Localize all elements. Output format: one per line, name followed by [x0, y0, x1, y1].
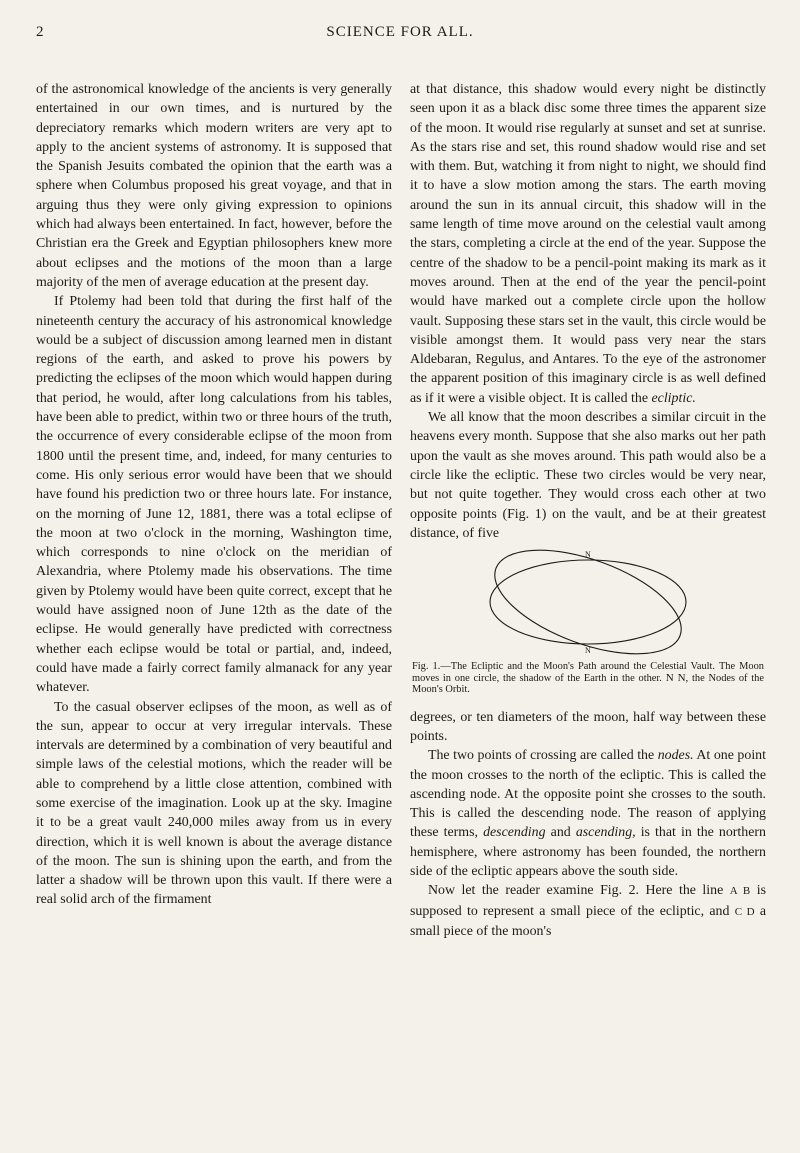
line-ab-label: A B	[729, 885, 751, 898]
text-run: is supposed to represent a small piece of the ecliptic, and	[410, 883, 766, 919]
paragraph: of the astronomical knowledge of the ancients is very generally entertained in our own times, and is nurtured by the depreciatory remarks which modern writers are very apt to apply to the ancient systems of astronomy. It is supposed that the Spanish Jesuits combated the opinion that the earth was a sphere when Columbus proposed his great voyage, and that in arguing thus they were only giving expression to opinions which had always been entertained. In fact, however, before the Christian era the Greek and Egyptian philosophers knew more about eclipses and the motions of the moon than a large majority of the men of average education at the present day.	[36, 82, 392, 290]
paragraph	[410, 746, 766, 881]
page-number: 2	[36, 24, 45, 40]
paragraph: To the casual observer eclipses of the moon, as well as of the sun, appear to occur at very irregular intervals. These intervals are determined by a combination of very beautiful and simple laws of the celestial motions, which the reader will be able to comprehend by a little close attention, combined with some exercise of the imagination. Look up at the sky. Imagine it to be a great vault 240,000 miles away from us in every direction, which it is well known is about the average distance of the moon. The sun is shining upon the earth, and from the latter a shadow will be thrown upon this vault. If there were a real solid arch of the firmament	[36, 699, 392, 908]
text-run: At one point the moon crosses to the north of the ecliptic. This is called the ascending node. At the opposite point she crosses to the south. This is called the descending node. The reason of applying these terms,	[410, 748, 766, 841]
caption-tail: the Nodes of the Moon's Orbit.	[412, 672, 764, 696]
term-nodes: nodes.	[657, 748, 694, 764]
text-run: Now let the reader examine Fig. 2. Here the line	[428, 883, 724, 899]
term-descending: descending	[483, 825, 546, 841]
running-title: SCIENCE FOR ALL.	[326, 24, 474, 40]
text-run: The two points of crossing are called the	[428, 748, 655, 764]
term-ascending: ascending,	[575, 825, 636, 841]
caption-body: The Moon moves in one circle, the shadow of the Earth in the other.	[412, 661, 764, 684]
node-label-bottom: N	[585, 646, 591, 656]
left-column	[36, 80, 392, 910]
paragraph-text: at that distance, this shadow would every night be distinctly seen upon it as a black disc some three times the apparent size of the moon. It would rise regularly at sunset and set at sunrise. As the stars rise and set, this round shadow would rise and set with them. But, watching it from night to night, we should find it to have a slow motion among the stars. The earth moving around the sun in its annual circuit, this shadow will in the same length of time move around on the celestial vault among the stars, completing a circle at the end of the year. Suppose the centre of the shadow to be a pencil-point making its mark as it moves around. Then at the end of the year the pencil-point would have marked out a complete circle upon the hollow vault. Supposing these stars set in the vault, this circle would be visible amongst them. It would pass very near the stars Aldebaran, Regulus, and Antares. To the eye of the astronomer the apparent position of this imaginary circle is as well defined as if it were a visible object. It is called the	[410, 82, 766, 406]
text-run: is that in the northern hemisphere, where astronomy has been founded, the northern side of the ecliptic appears above the south side.	[410, 825, 766, 879]
caption-lead: Fig. 1.—The Ecliptic and the Moon's Path around the Celestial Vault.	[412, 661, 716, 673]
line-cd-label: C D	[734, 905, 755, 918]
text-run: a small piece of the moon's	[410, 903, 766, 939]
figure-1-caption	[412, 661, 764, 696]
term-ecliptic: ecliptic.	[651, 390, 696, 406]
paragraph	[410, 881, 766, 941]
paragraph: If Ptolemy had been told that during the first half of the nineteenth century the accuracy of his astronomical knowledge would be a subject of discussion among learned men in distant regions of the earth, and asked to prove his powers by predicting the eclipses of the moon which would happen during that period, he would, after long calculations from his tables, have been able to predict, within two or three hours of the truth, the occurrence of every considerable eclipse of the moon from 1800 until the present time, and, indeed, for many centuries to come. His only serious error would have been that we should have found his prediction two or three hours late. For instance, on the morning of June 12, 1881, there was a total eclipse of the moon at two o'clock in the morning, Washington time, which corresponds to nine o'clock on the meridian of Alexandria, where Ptolemy made his observations. The time given by Ptolemy would have been quite correct, except that he would have assigned noon of June 12th as the date of the eclipse. He would generally have predicted with correctness whether each eclipse would be total or partial, and, indeed, could have made a fairly correct family almanack for any year whatever.	[36, 294, 392, 696]
ecliptic-circle	[490, 560, 686, 644]
text-run: and	[550, 825, 571, 841]
figure-1	[410, 547, 766, 655]
caption-nodes-symbol: N N,	[665, 671, 689, 684]
paragraph: degrees, or ten diameters of the moon, half way between these points.	[410, 709, 766, 744]
node-label-top: N	[585, 550, 591, 560]
paragraph	[410, 80, 766, 408]
paragraph: We all know that the moon describes a similar circuit in the heavens every month. Suppose that she also marks out her path upon the vault as she moves around. This path would also be a circle like the ecliptic. These two circles would be very near, but not quite together. They would cross each other at two opposite points (Fig. 1) on the vault, and be at their greatest distance, of five	[410, 410, 766, 541]
moon-path-circle	[482, 547, 695, 655]
ecliptic-diagram	[478, 547, 698, 655]
running-head	[36, 24, 764, 48]
right-column	[410, 80, 766, 941]
